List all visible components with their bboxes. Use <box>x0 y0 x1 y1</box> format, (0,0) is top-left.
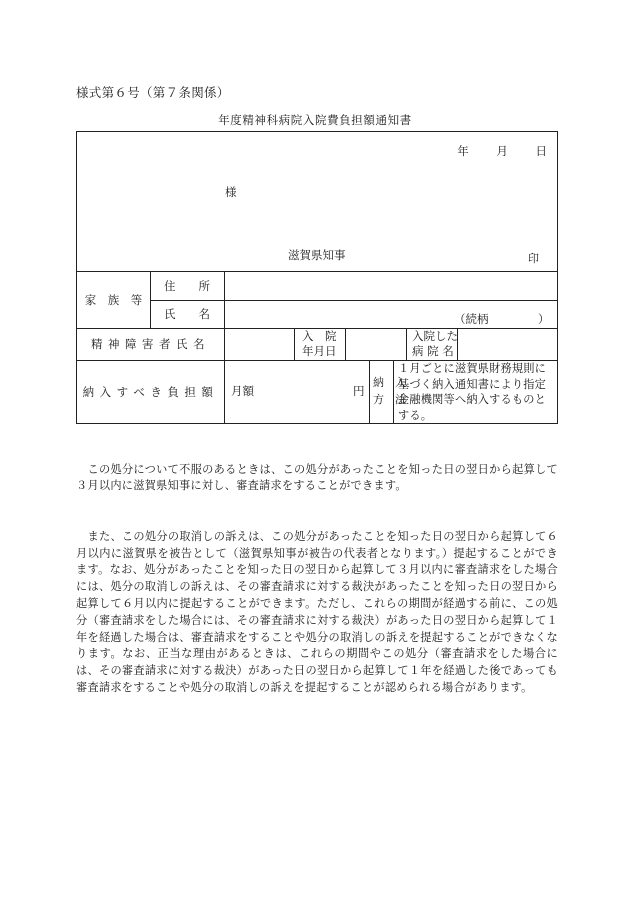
hospital-label-2: 病 院 名 <box>412 344 454 358</box>
issuer-name: 滋賀県知事 <box>288 248 346 262</box>
rule-patient-split-3 <box>345 328 346 360</box>
rule-payment-split-1 <box>224 360 225 423</box>
admission-date-label-1: 入 院 <box>302 329 337 343</box>
appeal-notice-paragraph-2: また、この処分の取消しの訴えは、この処分があったことを知った日の翌日から起算して６月以内に滋賀県を被告として（滋賀県知事が被告の代表者となります。）提起することができます。なお、処分があったことを知った日の翌日から起算して３月以内に審査請求をした場合には、処分の取消しの訴えは、その審査請求に対する裁決があったことを知った日の翌日から起算して６月以内に提起することができます。ただし、これらの期間が経過する前に、この処分（審査請求をした場合には、その審査請求に対する裁決）があった日の翌日から起算して１年を経過した場合は、審査請求をすることや処分の取消しの訴えを提起することができなくなります。なお、正当な理由があるときは、これらの期間やこの処分（審査請求をした場合には、その審査請求に対する裁決）があった日の翌日から起算して１年を経過した後であっても審査請求をすることや処分の取消しの訴えを提起することが認められる場合があります。 <box>76 529 558 694</box>
payment-method-text: １月ごとに滋賀県財務規則に基づく納入通知書により指定金融機関等へ納入するものとする。 <box>398 362 547 422</box>
seal-mark: 印 <box>528 252 539 265</box>
monthly-amount-label: 月額 <box>231 384 254 398</box>
payment-method-label-2: 方 法 <box>373 393 406 406</box>
rule-patient-split-4 <box>406 328 407 360</box>
patient-name-label: 精神障害者氏名 <box>91 337 210 351</box>
payment-label: 納入すべき負担額 <box>82 384 219 399</box>
issue-date: 年 月 日 <box>457 144 547 158</box>
yen-unit: 円 <box>353 384 365 398</box>
rule-patient-split-2 <box>294 328 295 360</box>
rule-patient-split-1 <box>224 328 225 360</box>
appeal-notice-paragraph-1: この処分について不服のあるときは、この処分があったことを知った日の翌日から起算して３月以内に滋賀県知事に対し、審査請求をすることができます。 <box>76 462 558 493</box>
relation-close: ） <box>538 312 550 326</box>
family-name-label: 氏 名 <box>164 307 210 321</box>
rule-payment-split-2 <box>369 360 370 423</box>
hospital-label-1: 入院した <box>412 329 458 343</box>
notice-form-table <box>76 131 558 424</box>
form-number: 様式第６号（第７条関係） <box>76 85 230 100</box>
family-address-label: 住 所 <box>164 278 210 293</box>
payment-method-label-1: 納 入 <box>373 376 406 389</box>
rule-family-split-2 <box>224 271 225 328</box>
addressee-suffix: 様 <box>225 185 237 199</box>
appeal-notice <box>76 428 558 714</box>
document-title: 年度精神科病院入院費負担額通知書 <box>218 113 412 127</box>
rule-payment-split-3 <box>393 360 394 423</box>
admission-date-label-2: 年月日 <box>302 344 337 358</box>
family-label: 家 族 等 <box>84 292 143 307</box>
relation-label: （続柄 <box>454 312 489 326</box>
